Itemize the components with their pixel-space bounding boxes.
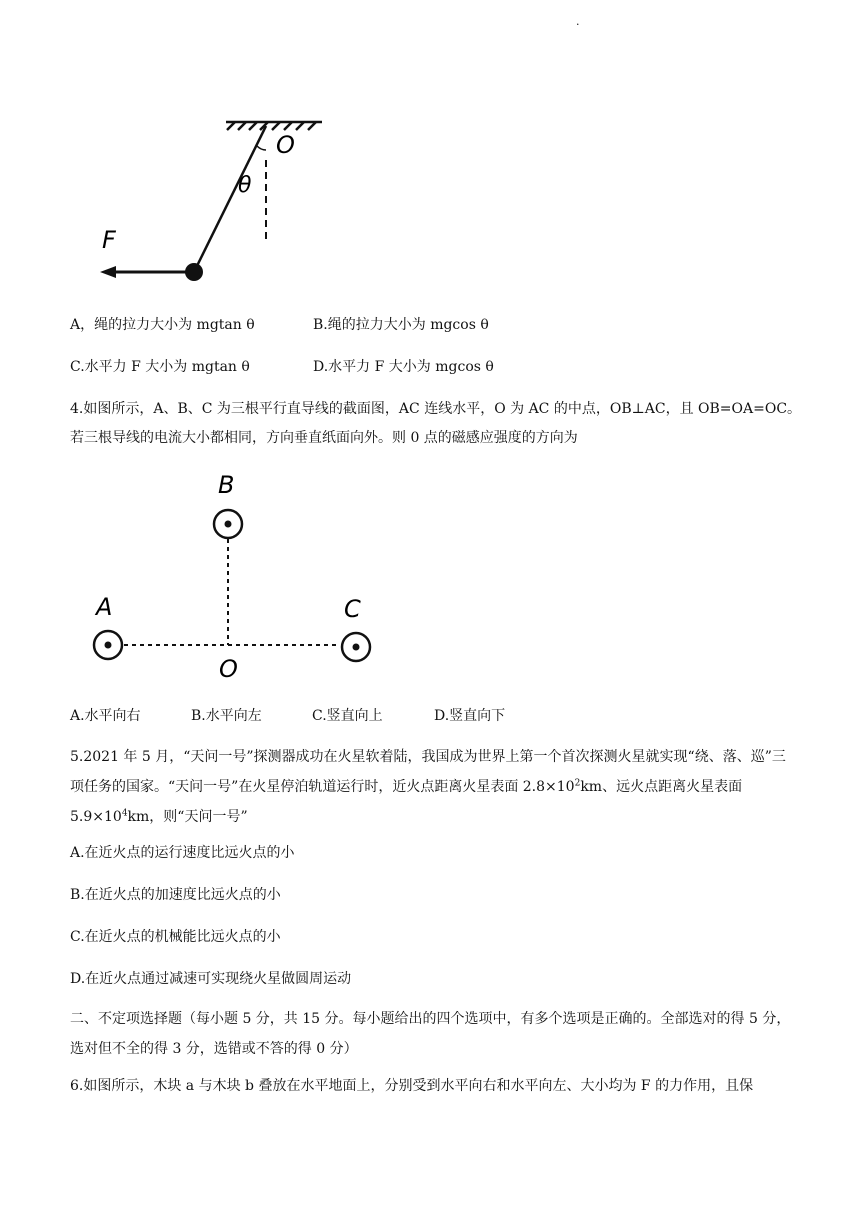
q4-stem-line2: 若三根导线的电流大小都相同，方向垂直纸面向外。则 0 点的磁感应强度的方向为 — [70, 430, 578, 446]
force-arrow-head — [100, 266, 116, 278]
q4-option-c: C.竖直向上 — [312, 708, 383, 724]
q3-option-b: B.绳的拉力大小为 mgcos θ — [313, 317, 489, 333]
wire-B — [214, 510, 242, 538]
q5-option-a: A.在近火点的运行速度比远火点的小 — [70, 845, 295, 861]
q4-stem-line1: 4.如图所示，A、B、C 为三根平行直导线的截面图，AC 连线水平，O 为 AC 的中点，OB⊥AC，且 OB=OA=OC。 — [70, 401, 802, 417]
label-O: O — [276, 131, 295, 159]
q5-stem-part3: km，则“天问一号” — [127, 809, 248, 825]
label-B: B — [218, 471, 235, 499]
rope — [194, 126, 266, 272]
label-A: A — [96, 593, 113, 621]
q5-stem-part1: 5.2021 年 5 月，“天问一号”探测器成功在火星软着陆，我国成为世界上第一个首次探测火星就实现“绕、落、巡”三项任务的国家。“天问一号”在火星停泊轨道运行时，近火点距离火星表面 2.8×10 — [70, 749, 786, 795]
q5-option-d: D.在近火点通过减速可实现绕火星做圆周运动 — [70, 971, 352, 987]
q5-option-c: C.在近火点的机械能比远火点的小 — [70, 929, 281, 945]
q3-option-c: C.水平力 F 大小为 mgtan θ — [70, 359, 250, 375]
wire-A — [94, 631, 122, 659]
q4-option-a: A.水平向右 — [70, 708, 141, 724]
label-F: F — [102, 226, 116, 254]
q6-stem: 6.如图所示，木块 a 与木块 b 叠放在水平地面上，分别受到水平向右和水平向左、大小均为 F 的力作用，且保 — [70, 1078, 754, 1094]
q4-option-b: B.水平向左 — [191, 708, 262, 724]
angle-arc — [257, 146, 266, 150]
q4-option-d: D.竖直向下 — [434, 708, 506, 724]
q5-stem — [70, 742, 792, 832]
header-dot: . — [576, 15, 580, 28]
label-O: O — [219, 655, 238, 683]
label-C: C — [344, 595, 361, 623]
section2-heading: 二、不定项选择题（每小题 5 分，共 15 分。每小题给出的四个选项中，有多个选项是正确的。全部选对的得 5 分，选对但不全的得 3 分，选错或不答的得 0 分） — [70, 1011, 791, 1057]
q3-option-d: D.水平力 F 大小为 mgcos θ — [313, 359, 494, 375]
wire-C — [342, 633, 370, 661]
q5-option-b: B.在近火点的加速度比远火点的小 — [70, 887, 281, 903]
ceiling-support — [226, 122, 322, 130]
q3-option-a: A，绳的拉力大小为 mgtan θ — [70, 317, 255, 333]
pendulum-figure — [90, 110, 330, 290]
q5-stem-part2: km、远火点距离火星表面 5.9×10 — [70, 779, 743, 825]
label-theta: θ — [238, 173, 252, 198]
q5-stem-exp1: 2 — [574, 778, 581, 789]
wires-figure — [80, 465, 390, 685]
q5-stem-exp2: 4 — [121, 808, 128, 819]
